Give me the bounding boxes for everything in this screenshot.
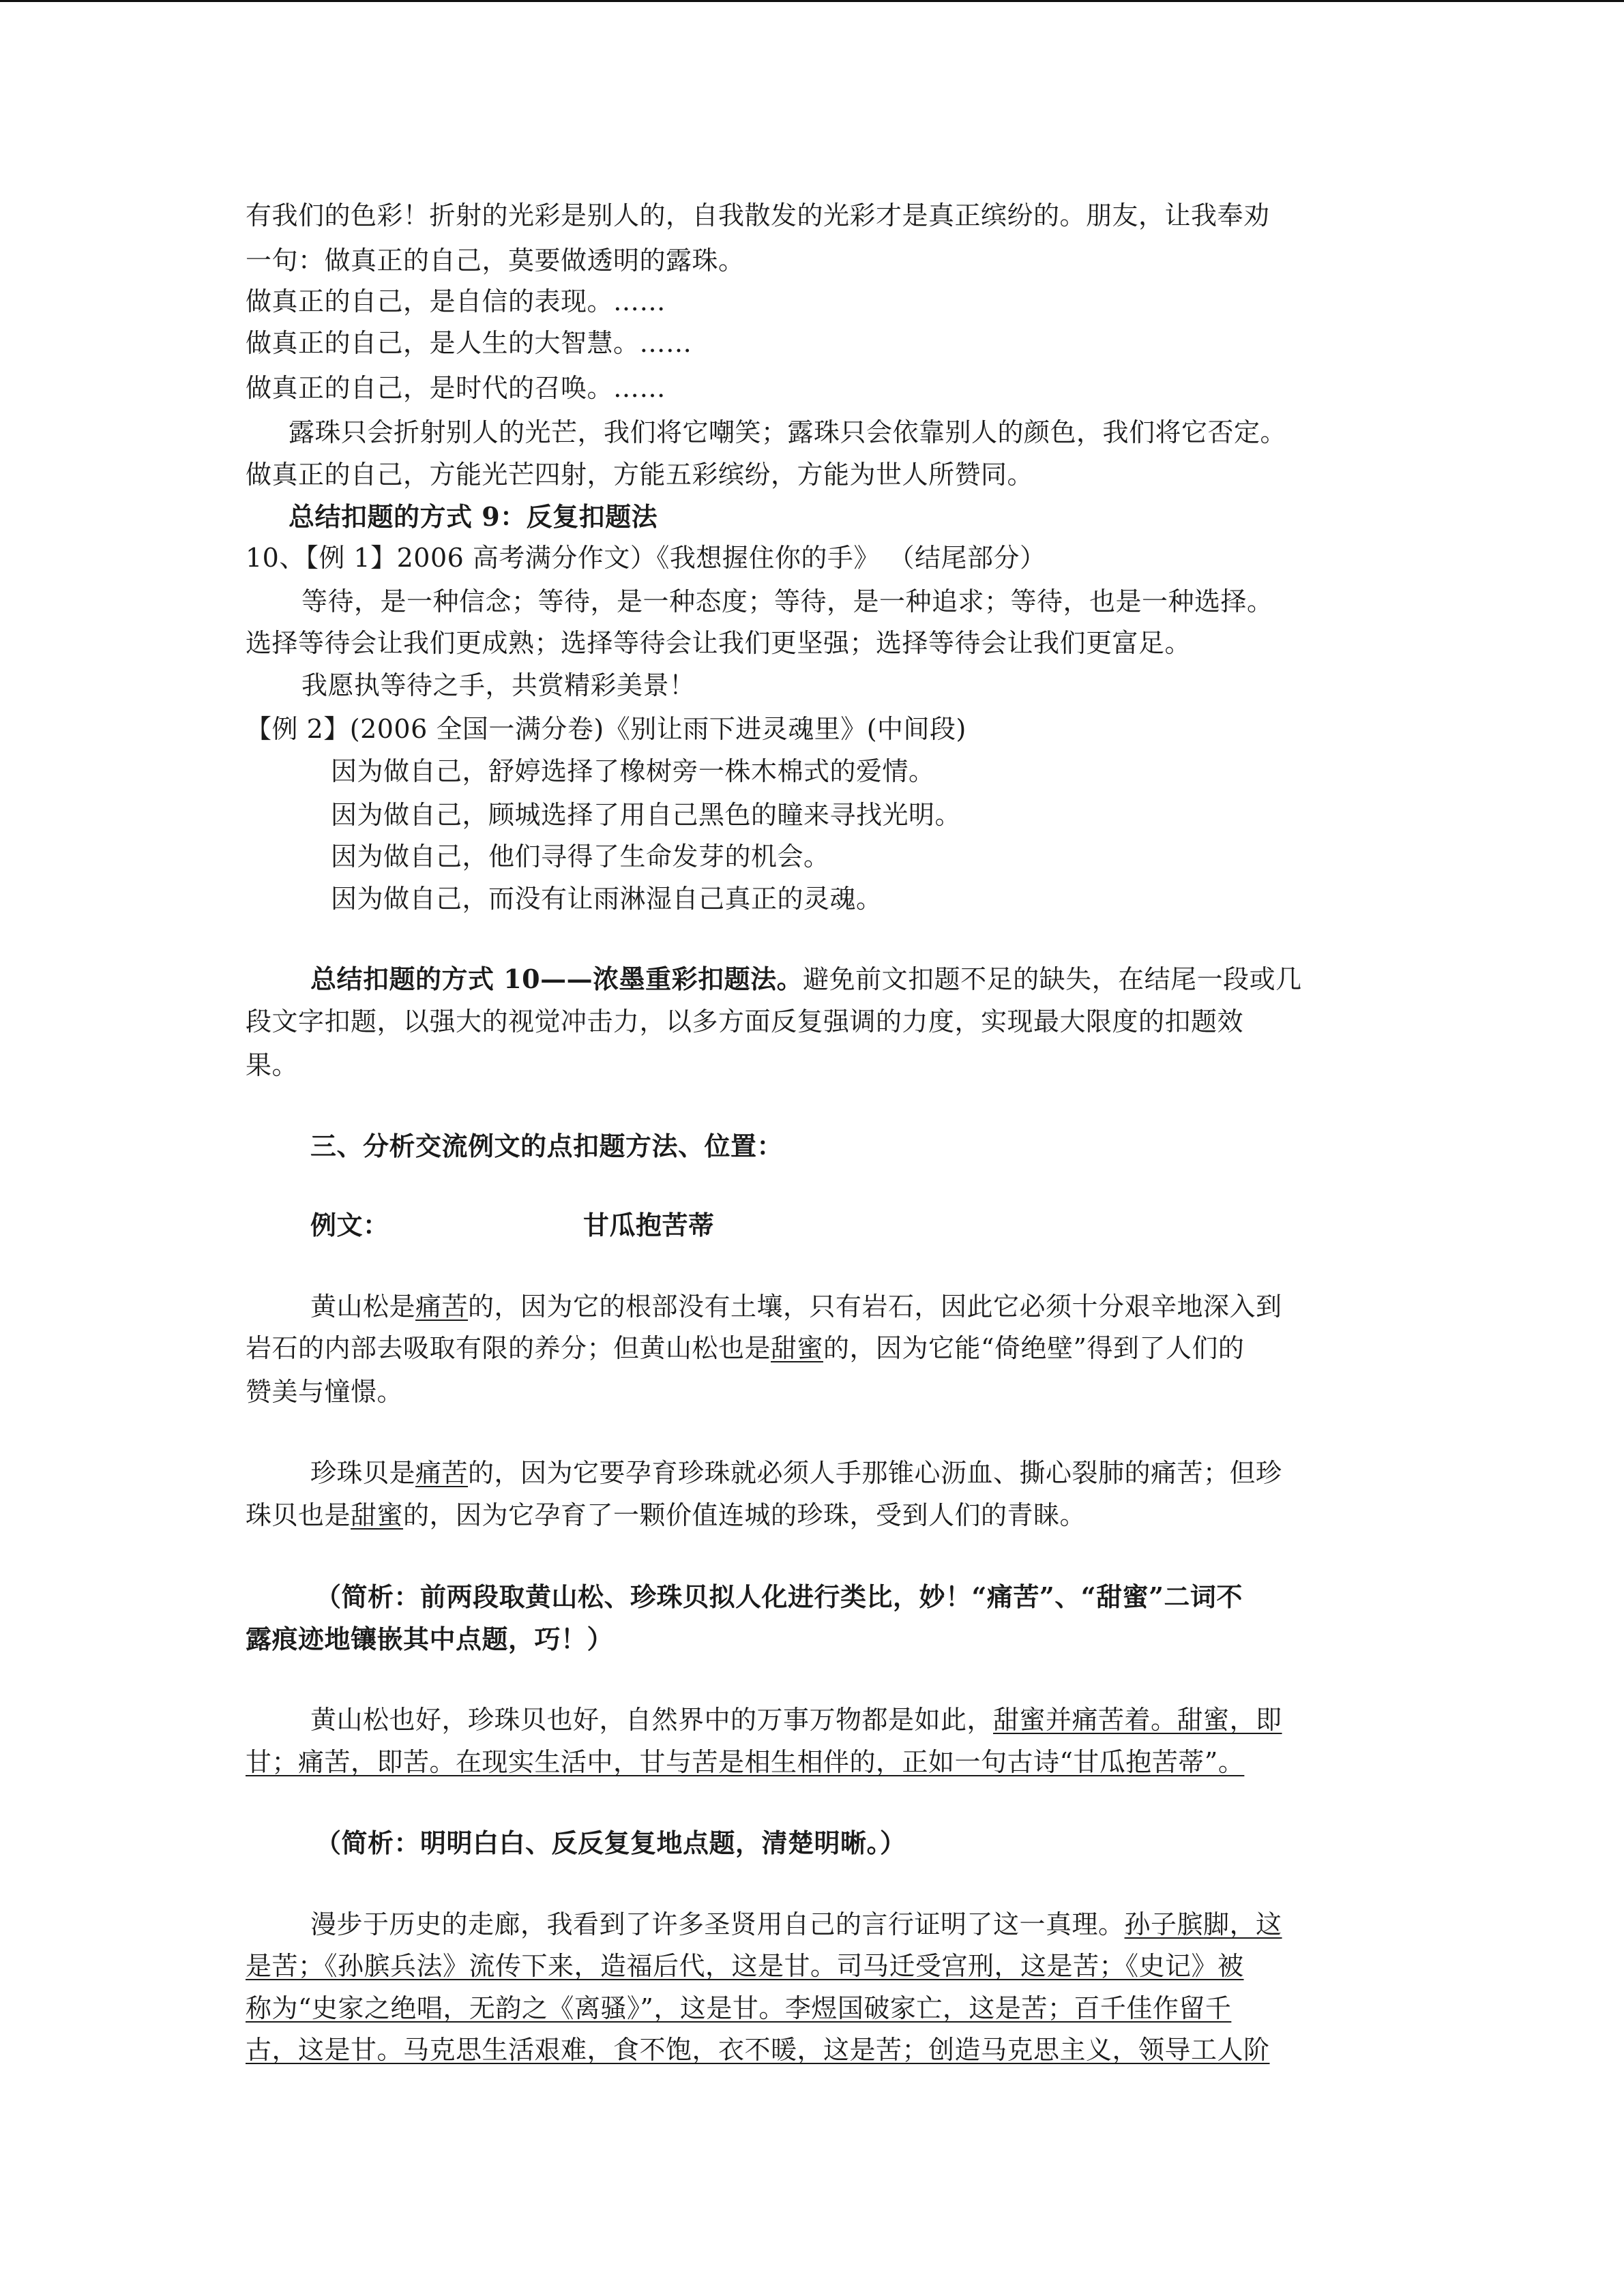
- text-line: [310, 1907, 1282, 1941]
- text-segment: 一句：做真正的自己，莫要做透明的露珠。: [246, 245, 745, 275]
- text-line: [310, 1456, 1282, 1490]
- text-line: [310, 1289, 1282, 1324]
- text-segment: 果。: [246, 1050, 299, 1080]
- text-line: [246, 1745, 1244, 1779]
- text-line: [246, 1048, 298, 1082]
- text-line: [301, 584, 1273, 618]
- top-border-line: [0, 0, 1624, 2]
- text-segment: 有我们的色彩！折射的光彩是别人的，自我散发的光彩才是真正缤纷的。朋友，让我奉劝: [246, 200, 1270, 230]
- text-segment: 【例 2】(2006 全国一满分卷)《别让雨下进灵魂里》(中间段): [246, 714, 966, 744]
- section-heading: [310, 1129, 783, 1163]
- text-segment: 的，因为它孕育了一颗价值连城的珍珠，受到人们的青睐。: [403, 1500, 1087, 1530]
- text-segment-underlined: 古，这是甘。马克思生活艰难，食不饱，衣不暖，这是苦；创造马克思主义，领导工人阶: [246, 2035, 1270, 2065]
- text-line: [301, 668, 696, 702]
- text-line: [246, 712, 966, 746]
- text-segment: 做真正的自己，是时代的召唤。……: [246, 373, 666, 403]
- text-segment-underlined: 孙子膑脚，这: [1124, 1909, 1282, 1939]
- text-segment: 三、分析交流例文的点扣题方法、位置：: [310, 1131, 784, 1161]
- text-segment: 等待，是一种信念；等待，是一种态度；等待，是一种追求；等待，也是一种选择。: [301, 586, 1273, 616]
- text-segment: 的，因为它要孕育珍珠就必须人手那锥心沥血、撕心裂肺的痛苦；但珍: [468, 1458, 1282, 1488]
- text-line: [246, 458, 1033, 492]
- text-line: [331, 798, 961, 832]
- text-segment: 因为做自己，舒婷选择了橡树旁一株木棉式的爱情。: [331, 756, 935, 786]
- text-segment: 因为做自己，而没有让雨淋湿自己真正的灵魂。: [331, 884, 883, 914]
- text-line: [246, 1498, 1086, 1532]
- text-segment-underlined: 痛苦: [415, 1292, 469, 1322]
- text-segment: 珍珠贝是: [310, 1458, 416, 1488]
- text-segment: 例文：: [310, 1210, 389, 1240]
- section-heading: [289, 500, 658, 534]
- analysis-note: [246, 1622, 613, 1656]
- text-line: [246, 284, 666, 318]
- text-segment: 甘瓜抱苦蒂: [583, 1210, 715, 1240]
- text-line: [246, 2033, 1270, 2067]
- text-segment: 因为做自己，顾城选择了用自己黑色的瞳来寻找光明。: [331, 800, 962, 830]
- text-segment: 我愿执等待之手，共赏精彩美景！: [301, 670, 696, 700]
- example-title: [583, 1208, 715, 1242]
- text-segment-underlined: 甘；痛苦，即苦。在现实生活中，甘与苦是相生相伴的，正如一句古诗“甘瓜抱苦蒂”。: [246, 1747, 1245, 1777]
- text-line: [331, 839, 830, 874]
- text-line: [246, 1991, 1231, 2025]
- analysis-note: [315, 1826, 906, 1860]
- text-segment: （简析：明明白白、反反复复地点题，清楚明晰。）: [315, 1828, 906, 1858]
- text-segment-underlined: 甜蜜并痛苦着。甜蜜，即: [993, 1705, 1282, 1735]
- text-segment-underlined: 痛苦: [415, 1458, 469, 1488]
- text-segment: 做真正的自己，是人生的大智慧。……: [246, 328, 692, 358]
- text-line: [246, 626, 1191, 660]
- text-line: [246, 1004, 1243, 1039]
- text-segment: 赞美与憧憬。: [246, 1377, 404, 1407]
- text-segment: 黄山松也好，珍珠贝也好，自然界中的万事万物都是如此，: [310, 1705, 994, 1735]
- text-line: [310, 962, 1302, 996]
- text-segment: 露珠只会折射别人的光芒，我们将它嘲笑；露珠只会依靠别人的颜色，我们将它否定。: [289, 417, 1287, 447]
- text-line: [246, 1375, 403, 1409]
- text-line: [246, 198, 1270, 233]
- text-segment-bold: 总结扣题的方式 10——浓墨重彩扣题法。: [310, 964, 803, 994]
- text-segment: 因为做自己，他们寻得了生命发芽的机会。: [331, 841, 830, 871]
- analysis-note: [315, 1580, 1243, 1614]
- text-line: [331, 882, 883, 916]
- text-segment: 段文字扣题，以强大的视觉冲击力，以多方面反复强调的力度，实现最大限度的扣题效: [246, 1007, 1244, 1037]
- text-segment-underlined: 甜蜜: [771, 1333, 824, 1363]
- text-line: [246, 541, 1046, 575]
- text-segment: 的，因为它的根部没有土壤，只有岩石，因此它必须十分艰辛地深入到: [468, 1292, 1282, 1322]
- text-line: [289, 415, 1286, 449]
- text-segment: （简析：前两段取黄山松、珍珠贝拟人化进行类比，妙！“痛苦”、“甜蜜”二词不: [315, 1581, 1243, 1612]
- text-line: [246, 243, 745, 278]
- text-segment: 珠贝也是: [246, 1500, 351, 1530]
- text-segment-underlined: 甜蜜: [351, 1500, 404, 1530]
- text-segment-underlined: 称为“史家之绝唱，无韵之《离骚》”，这是甘。李煜国破家亡，这是苦；百千佳作留千: [246, 1993, 1232, 2023]
- example-label: [310, 1208, 389, 1242]
- text-line: [310, 1703, 1282, 1737]
- text-segment-underlined: 是苦；《孙膑兵法》流传下来，造福后代，这是甘。司马迁受宫刑，这是苦；《史记》被: [246, 1951, 1244, 1981]
- text-segment: 岩石的内部去吸取有限的养分；但黄山松也是: [246, 1333, 771, 1363]
- text-line: [246, 326, 692, 360]
- text-segment: 的，因为它能“倚绝壁”得到了人们的: [823, 1333, 1245, 1363]
- text-segment: 10、【例 1】2006 高考满分作文）《我想握住你的手》 （结尾部分）: [246, 543, 1046, 573]
- text-segment: 黄山松是: [310, 1292, 416, 1322]
- text-segment: 避免前文扣题不足的缺失，在结尾一段或几: [803, 964, 1302, 994]
- text-segment: 做真正的自己，方能光芒四射，方能五彩缤纷，方能为世人所赞同。: [246, 460, 1034, 490]
- text-line: [246, 1949, 1244, 1983]
- text-segment: 选择等待会让我们更成熟；选择等待会让我们更坚强；选择等待会让我们更富足。: [246, 628, 1192, 658]
- text-line: [331, 754, 935, 788]
- text-segment: 做真正的自己，是自信的表现。……: [246, 286, 666, 316]
- text-segment: 总结扣题的方式 9：反复扣题法: [289, 501, 658, 532]
- text-segment: 漫步于历史的走廊，我看到了许多圣贤用自己的言行证明了这一真理。: [310, 1909, 1125, 1939]
- text-line: [246, 1331, 1244, 1365]
- text-segment: 露痕迹地镶嵌其中点题，巧！）: [246, 1624, 614, 1654]
- text-line: [246, 371, 666, 405]
